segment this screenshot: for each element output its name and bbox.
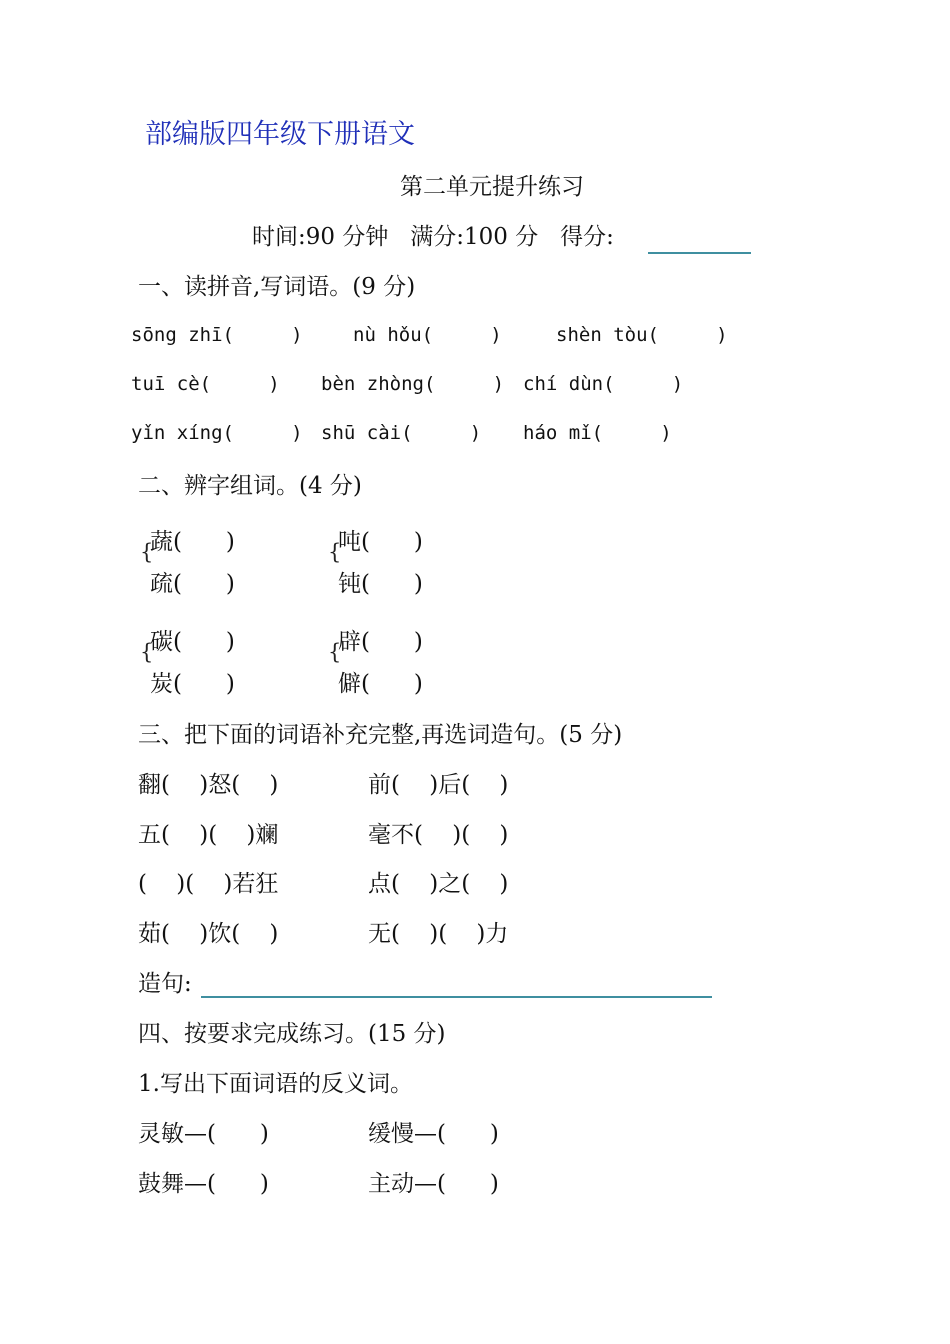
- section-2-heading: 二、辨字组词。(4 分): [138, 473, 362, 499]
- char-word-item: 疏( ): [150, 571, 235, 597]
- brace-glyph: {: [328, 540, 342, 564]
- section-1-heading: 一、读拼音,写词语。(9 分): [138, 274, 416, 300]
- antonym-item: 主动—( ): [368, 1171, 499, 1197]
- score-blank-line[interactable]: [648, 252, 751, 254]
- brace-glyph: {: [328, 640, 342, 664]
- pinyin-item: bèn zhòng( ): [321, 373, 505, 395]
- idiom-item: 无( )( )力: [368, 921, 509, 947]
- pinyin-item: shèn tòu( ): [556, 324, 728, 346]
- pinyin-item: háo mǐ( ): [523, 422, 672, 444]
- antonym-item: 鼓舞—( ): [138, 1171, 269, 1197]
- pinyin-item: nù hǒu( ): [353, 324, 502, 346]
- brace-glyph: {: [140, 640, 154, 664]
- char-word-item: 僻( ): [338, 671, 423, 697]
- char-word-item: 钝( ): [338, 571, 423, 597]
- sentence-label: 造句:: [138, 971, 192, 997]
- pinyin-item: sōng zhī( ): [131, 324, 303, 346]
- idiom-item: 茹( )饮( ): [138, 921, 279, 947]
- pinyin-item: tuī cè( ): [131, 373, 280, 395]
- sentence-blank-line[interactable]: [201, 996, 712, 998]
- char-word-item: 蔬( ): [150, 529, 235, 555]
- document-subtitle: 第二单元提升练习: [400, 174, 584, 200]
- idiom-item: 点( )之( ): [368, 871, 509, 897]
- char-word-item: 碳( ): [150, 629, 235, 655]
- brace-glyph: {: [140, 540, 154, 564]
- pinyin-item: shū cài( ): [321, 422, 482, 444]
- char-word-item: 吨( ): [338, 529, 423, 555]
- idiom-item: 翻( )怒( ): [138, 772, 279, 798]
- antonym-item: 缓慢—( ): [368, 1121, 499, 1147]
- pinyin-item: chí dùn( ): [523, 373, 684, 395]
- exam-meta: 时间:90 分钟 满分:100 分 得分:: [252, 224, 614, 250]
- idiom-item: 五( )( )斓: [138, 822, 279, 848]
- section-4-heading: 四、按要求完成练习。(15 分): [138, 1021, 446, 1047]
- antonym-item: 灵敏—( ): [138, 1121, 269, 1147]
- section-3-heading: 三、把下面的词语补充完整,再选词造句。(5 分): [138, 722, 623, 748]
- pinyin-item: yǐn xíng( ): [131, 422, 303, 444]
- subquestion-1: 1.写出下面词语的反义词。: [138, 1071, 413, 1097]
- idiom-item: ( )( )若狂: [138, 871, 279, 897]
- idiom-item: 毫不( )( ): [368, 822, 509, 848]
- idiom-item: 前( )后( ): [368, 772, 509, 798]
- char-word-item: 辟( ): [338, 629, 423, 655]
- char-word-item: 炭( ): [150, 671, 235, 697]
- document-title: 部编版四年级下册语文: [145, 119, 415, 150]
